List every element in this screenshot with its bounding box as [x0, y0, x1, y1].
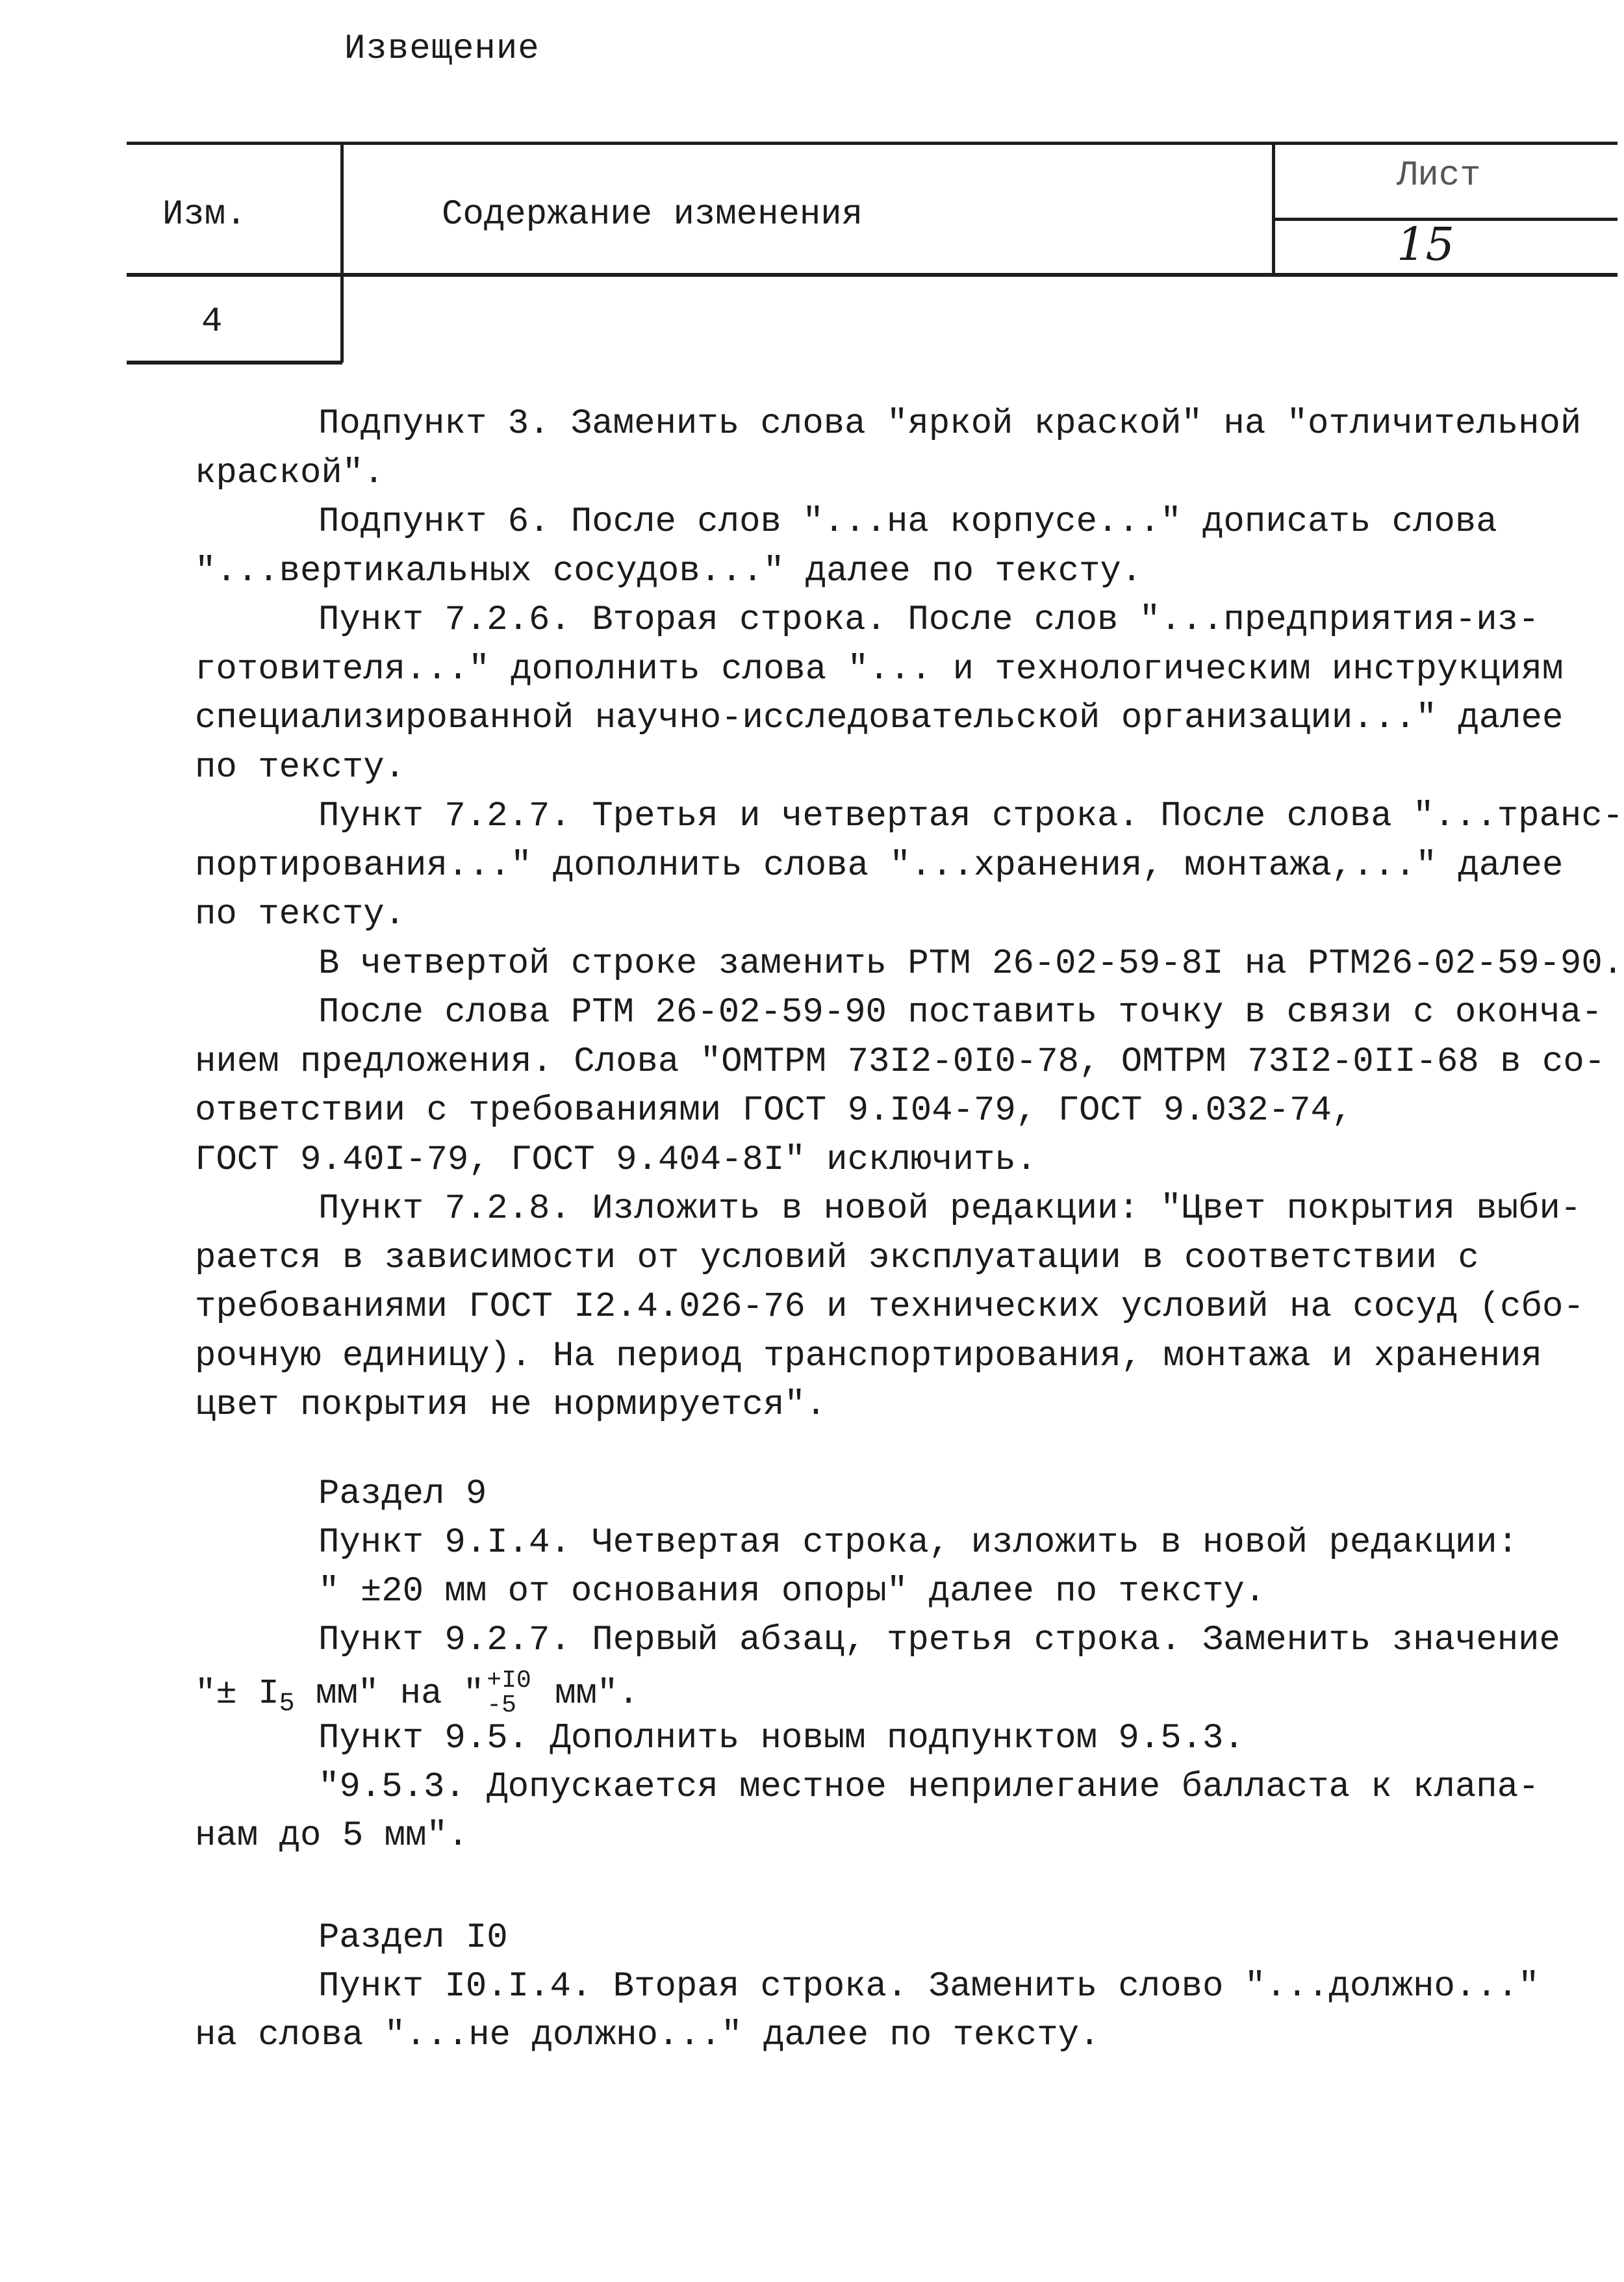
body-line — [195, 841, 1623, 891]
table-column-divider-2 — [1272, 142, 1275, 277]
s10-p1-line2: на слова "...не должно..." далее по тексту. — [195, 2016, 1100, 2055]
s9-p2-line2 — [195, 1669, 1560, 1718]
body-line-text: цвет покрытия не нормируется". — [195, 1385, 827, 1425]
table-column-divider-1 — [340, 142, 344, 363]
body-line — [195, 890, 1623, 940]
body-line — [195, 743, 1623, 793]
s9-p4-line2: нам до 5 мм". — [195, 1816, 469, 1856]
section-9-block — [195, 1470, 1560, 1860]
change-row-bottom-border — [127, 361, 342, 365]
body-line — [195, 449, 1623, 498]
body-line-text: ответствии с требованиями ГОСТ 9.I04-79, ГОСТ 9.032-74, — [195, 1091, 1353, 1131]
body-line-text: ГОСТ 9.40I-79, ГОСТ 9.404-8I" исключить. — [195, 1140, 1037, 1180]
body-line-text: Пункт 7.2.8. Изложить в новой редакции: "Цвет покрытия выби- — [318, 1189, 1582, 1229]
body-line-text: рается в зависимости от условий эксплуатации в соответствии с — [195, 1238, 1479, 1278]
body-line-text: по тексту. — [195, 895, 406, 934]
body-line — [195, 694, 1623, 743]
body-line — [195, 1185, 1623, 1234]
body-line-text: После слова РТМ 26-02-59-90 поставить точку в связи с оконча- — [318, 993, 1603, 1032]
old-value-sub: 5 — [279, 1689, 295, 1719]
s9-p4-line1: "9.5.3. Допускается местное неприлегание балласта к клапа- — [318, 1767, 1540, 1808]
body-line — [195, 1332, 1623, 1381]
column-header-change: Изм. — [162, 195, 247, 235]
body-line-text: Пункт 7.2.6. Вторая строка. После слов "...предприятия-из- — [318, 600, 1540, 640]
body-line — [195, 645, 1623, 695]
s9-p1-line1: Пункт 9.I.4. Четвертая строка, изложить в новой редакции: — [318, 1523, 1519, 1563]
s9-p1-line2-rest: 20 мм от основания опоры" далее по тексту. — [381, 1572, 1266, 1611]
s9-p3-line1: Пункт 9.5. Дополнить новым подпунктом 9.5.3. — [318, 1719, 1245, 1759]
body-line — [195, 940, 1623, 989]
body-line-text: по тексту. — [195, 747, 406, 788]
body-line — [195, 1038, 1623, 1087]
body-line — [195, 547, 1623, 596]
body-line — [195, 400, 1623, 449]
body-line-text: В четвертой строке заменить РТМ 26-02-59-8I на РТМ26-02-59-90. — [318, 943, 1624, 984]
body-line-text: "...вертикальных сосудов..." далее по тексту. — [195, 551, 1143, 591]
body-line-text: Пункт 7.2.7. Третья и четвертая строка. После слова "...транс- — [318, 797, 1624, 836]
body-line-text: нием предложения. Слова "ОМТРМ 73I2-0I0-78, ОМТРМ 73I2-0II-68 в со- — [195, 1042, 1606, 1082]
body-line — [195, 1283, 1623, 1332]
body-line-text: Подпункт 3. Заменить слова "яркой краской" на "отличительной — [318, 404, 1582, 444]
section-10-title: Раздел I0 — [318, 1918, 508, 1958]
body-line — [195, 1381, 1623, 1430]
s9-p1-line2 — [195, 1567, 1265, 1616]
quote-open: " — [318, 1572, 361, 1611]
body-line-text: готовителя..." дополнить слова "... и технологическим инструкциям — [195, 649, 1564, 689]
tolerance-lower: -5 — [487, 1691, 516, 1719]
tolerance-upper: +I0 — [487, 1667, 531, 1695]
body-line-text: специализированной научно-исследовательской организации..." далее — [195, 699, 1564, 738]
plus-minus-sign: ± — [360, 1572, 382, 1611]
body-line — [195, 498, 1623, 547]
body-line — [195, 1234, 1623, 1283]
section-10-block — [195, 1914, 1540, 2060]
s10-p1-line1: Пункт I0.I.4. Вторая строка. Заменить слово "...должно..." — [318, 1967, 1540, 2006]
old-value: "± I — [195, 1674, 279, 1714]
table-header-bottom-border — [127, 273, 1618, 277]
change-number: 4 — [201, 302, 223, 342]
tolerance-fraction — [487, 1669, 531, 1718]
column-header-content: Содержание изменения — [442, 195, 863, 235]
body-line — [195, 988, 1623, 1038]
section-9-title: Раздел 9 — [318, 1474, 487, 1514]
body-line — [195, 596, 1623, 645]
body-line-text: рочную единицу). На период транспортирования, монтажа и хранения — [195, 1336, 1542, 1376]
body-line-text: портирования..." дополнить слова "...хранения, монтажа,..." далее — [195, 845, 1564, 886]
body-line — [195, 1086, 1623, 1136]
s9-p2-line2-mid: мм" на " — [294, 1674, 485, 1714]
table-top-border — [127, 142, 1618, 145]
s9-p2-line1: Пункт 9.2.7. Первый абзац, третья строка. Заменить значение — [318, 1621, 1560, 1660]
s9-p2-line2-end: мм". — [533, 1674, 639, 1714]
notice-label: Извещение — [344, 29, 540, 69]
body-line — [195, 792, 1623, 841]
body-line-text: Подпункт 6. После слов "...на корпусе..." дописать слова — [318, 502, 1497, 542]
body-line — [195, 1136, 1623, 1185]
body-text — [195, 400, 1623, 1430]
sheet-number: 15 — [1397, 218, 1455, 271]
body-line-text: требованиями ГОСТ I2.4.026-76 и технических условий на сосуд (сбо- — [195, 1287, 1584, 1327]
column-header-sheet: Лист — [1397, 156, 1481, 196]
body-line-text: краской". — [195, 453, 385, 493]
